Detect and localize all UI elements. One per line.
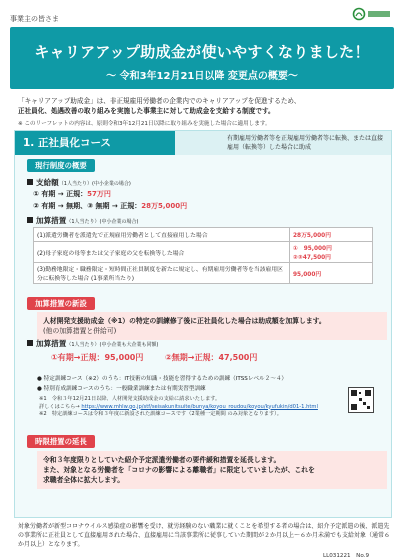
new-addition-box: [37, 312, 387, 340]
table-cell-label: (3)勤務地限定・職務限定・短時間正社員制度を新たに規定し、有期雇用労働者等を当該雇用区分に転換等した場合 (1事業所当たり): [34, 263, 290, 284]
table-cell-label: (2)母子家庭の母等または父子家庭の父を転換等した場合: [34, 242, 290, 263]
training-bullet-1: ● 特定訓練コース（※2）のうち：IT技術の知識・技能を習得するための訓練（ITSSレベル２～４）: [37, 376, 288, 382]
course-section: [14, 130, 392, 518]
title-banner: [10, 27, 394, 89]
banner-title: キャリアアップ助成金が使いやすくなりました！: [34, 43, 370, 61]
table-row: [34, 263, 373, 284]
training-bullet-2: ● 特別育成訓練コースのうち：一般職業訓練または有期実習型訓練: [37, 386, 206, 392]
table-row: [34, 228, 373, 242]
header-audience-label: 事業主の皆さま: [10, 15, 59, 23]
new-addition-heading: 加算措置（1人当たり）(中小企業も大企業も同額): [27, 338, 158, 349]
footnote-1-link-line: 詳しくはこちら→ https://www.mhlw.go.jp/stf/seisakunitsuite/bunya/koyou_roudou/koyou/kyufukin/d01-1.html: [39, 403, 318, 410]
qr-code[interactable]: [348, 387, 374, 413]
intro-text: [18, 96, 388, 116]
table-cell-value: ① 95,000円 ②③47,500円: [290, 242, 373, 263]
new-addition-text: 人材開発支援助成金（※1）の特定の訓練修了後に正社員化した場合は助成額を加算します。: [43, 317, 326, 325]
square-bullet-icon: [27, 179, 33, 185]
table-cell-label: (1)派遣労働者を派遣先で正規雇用労働者として直接雇用した場合: [34, 228, 290, 242]
intro-line-2: 正社員化、処遇改善の取り組みを実施した事業主に対して助成金を支給する制度です。: [18, 107, 275, 115]
addition-heading: 加算措置（1人当たり）(中小企業の場合): [27, 215, 138, 226]
current-system-chip: 現行制度の概要: [27, 159, 95, 172]
course-header: [15, 131, 391, 155]
bottom-explanation: 対象労働者が新型コロナウイルス感染症の影響を受け、就労経験のない職業に就くことを希望する者の場合は、紹介予定派遣の後、派遣先の事業所に正社員として直接雇用された場合、直接雇用に当該事業所に従事していた期間が２か月以上～６か月未満でも支給対象（通常６か月以上）となります。: [18, 523, 391, 548]
addition-table: [33, 227, 373, 284]
ministry-logo: [352, 6, 392, 25]
footnotes: [39, 396, 339, 419]
extension-chip: 時限措置の延長: [27, 435, 95, 448]
square-bullet-icon: [27, 340, 33, 346]
banner-subtitle: ～ 令和3年12月21日以降 変更点の概要～: [106, 71, 298, 82]
new-addition-value-1: ①有期→正規：95,000円: [51, 353, 144, 362]
extension-line-2: また、対象となる労働者を「コロナの影響による離職者」に限定していましたが、これを: [43, 466, 315, 474]
leaflet-code: LL031221 No.9: [323, 553, 370, 559]
footnote-2: ※2 特定訓練コースは令和３年度に新設された訓練コースです（2業種一定期間 のみ対象となります）。: [39, 411, 282, 417]
extension-box: [37, 451, 387, 489]
new-addition-chip: 加算措置の新設: [27, 297, 95, 310]
payment-row-2: ② 有期 → 無期、③ 無期 → 正規：28万5,000円: [33, 202, 188, 210]
course-description: 有期雇用労働者等を正規雇用労働者等に転換、または直接雇用（転換等）した場合に助成: [227, 135, 384, 151]
table-cell-value: 95,000円: [290, 263, 373, 284]
table-cell-value: 28万5,000円: [290, 228, 373, 242]
payment-heading: 支給額（1人当たり）(中小企業の場合): [27, 177, 131, 188]
course-title: 1. 正社員化コース: [15, 131, 175, 155]
intro-line-1: 「キャリアアップ助成金」は、非正規雇用労働者の企業内でのキャリアアップを促進するため、: [18, 97, 301, 105]
footnote-1: ※1 令和３年12月21日以降、人材開発支援助成金の支給に請求いたします。: [39, 396, 221, 402]
new-addition-value-2: ②無期→正規：47,500円: [165, 353, 258, 362]
extension-line-1: 令和３年度限りとしていた紹介予定派遣労働者の要件緩和措置を延長します。: [43, 456, 281, 464]
table-row: [34, 242, 373, 263]
extension-line-3: 求職者全体に拡大します。: [43, 476, 125, 484]
square-bullet-icon: [27, 217, 33, 223]
new-addition-subtext: (他の加算措置と併給可): [43, 327, 117, 335]
details-link[interactable]: https://www.mhlw.go.jp/stf/seisakunitsuite/bunya/koyou_roudou/koyou/kyufukin/d01-1.html: [81, 403, 318, 410]
payment-row-1: ① 有期 → 正規：57万円: [33, 190, 111, 198]
applicability-note: ※ このリーフレットの内容は、原則令和3年12月21日以降に取り組みを実施した場合に適用します。: [18, 121, 271, 127]
